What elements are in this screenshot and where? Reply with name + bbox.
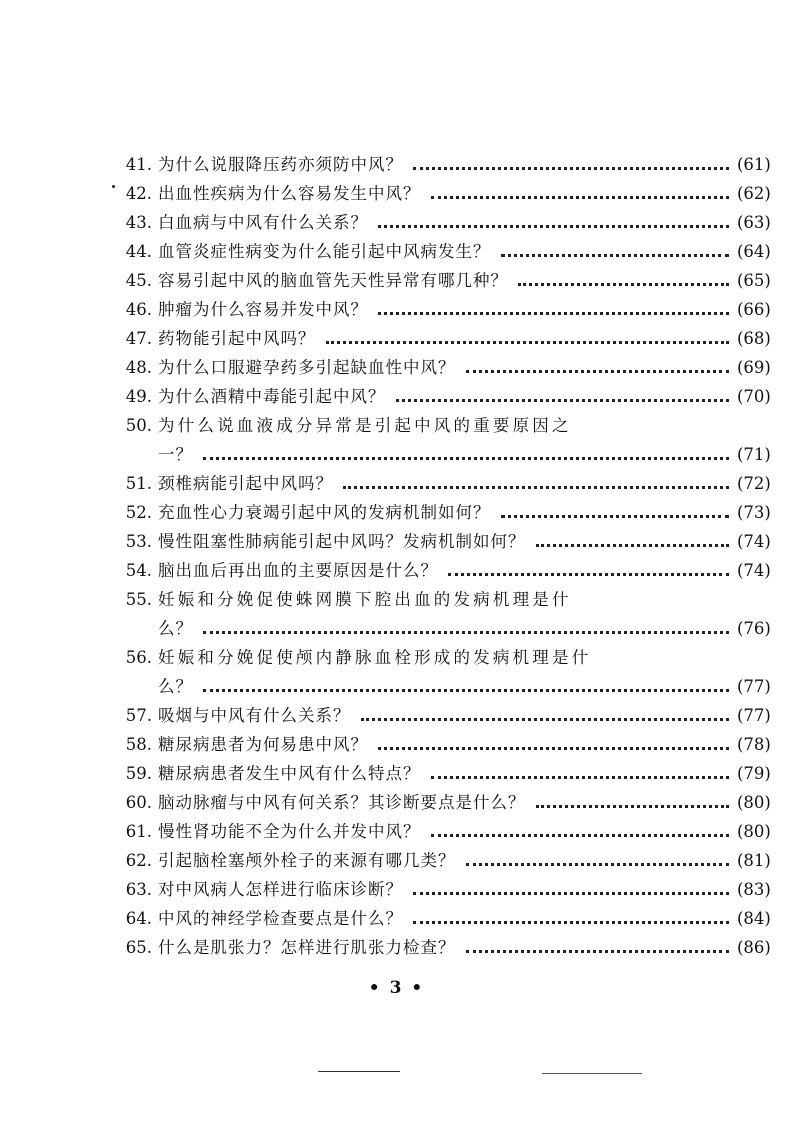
toc-entry [0,701,793,730]
entry-title: 为什么口服避孕药多引起缺血性中风？ [158,358,456,377]
entry-page: (64) [737,242,771,261]
dot-leader [378,747,729,750]
dot-leader [396,399,730,402]
entry-page: (73) [737,503,771,522]
entry-number: 60. [125,793,152,812]
entry-page: (77) [737,677,771,696]
entry-title: 药物能引起中风吗？ [158,329,316,348]
entry-title: 糖尿病患者发生中风有什么特点？ [158,764,421,783]
toc-entry-line [0,266,793,295]
entry-number: 65. [125,938,152,957]
toc-entry-line [0,846,793,875]
entry-title: 白血病与中风有什么关系？ [158,213,368,232]
dot-leader [378,312,729,315]
toc-entry [0,788,793,817]
entry-page: (68) [737,329,771,348]
toc-entry [0,324,793,353]
entry-page: (69) [737,358,771,377]
entry-page: (76) [737,619,771,638]
entry-number: 64. [125,909,152,928]
entry-page: (86) [737,938,771,957]
entry-title-continued: 么？ [158,619,193,638]
toc-entry-line [0,817,793,846]
entry-title: 颈椎病能引起中风吗？ [158,474,333,493]
entry-number: 58. [125,735,152,754]
dot-leader [466,950,730,953]
entry-number: 42. [125,184,152,203]
entry-title: 脑出血后再出血的主要原因是什么？ [158,561,438,580]
scan-rule-right [542,1073,642,1074]
toc-entry-line [0,440,793,469]
scan-rule-left [318,1071,400,1072]
toc-entry [0,208,793,237]
toc-entry [0,411,793,469]
toc-entry-line [0,643,793,672]
page-number: • 3 • [368,978,425,998]
dot-leader [413,921,729,924]
toc-entry [0,933,793,962]
toc-entry-line [0,498,793,527]
entry-page: (71) [737,445,771,464]
toc-entry-line [0,208,793,237]
dot-leader [501,515,730,518]
toc-entry-line [0,556,793,585]
entry-number: 50. [125,416,152,435]
entry-title: 慢性阻塞性肺病能引起中风吗？发病机制如何？ [158,532,526,551]
toc-entry [0,353,793,382]
toc-entry-line [0,469,793,498]
dot-leader [448,573,729,576]
toc-entry-line [0,730,793,759]
entry-title: 妊娠和分娩促使蛛网膜下腔出血的发病机理是什 [158,590,572,609]
entry-title: 容易引起中风的脑血管先天性异常有哪几种？ [158,271,508,290]
toc-entry [0,643,793,701]
entry-number: 48. [125,358,152,377]
toc-entry [0,150,793,179]
entry-number: 54. [125,561,152,580]
entry-title: 妊娠和分娩促使颅内静脉血栓形成的发病机理是什 [158,648,592,667]
toc-entry-line [0,614,793,643]
dot-leader [203,689,729,692]
toc-entry [0,817,793,846]
entry-number: 47. [125,329,152,348]
toc-entry-line [0,353,793,382]
entry-title: 血管炎症性病变为什么能引起中风病发生？ [158,242,491,261]
entry-title: 脑动脉瘤与中风有何关系？其诊断要点是什么？ [158,793,526,812]
entry-title: 什么是肌张力？怎样进行肌张力检查？ [158,938,456,957]
toc-entry [0,295,793,324]
entry-number: 41. [125,155,152,174]
dot-leader [431,776,730,779]
toc-entry-line [0,875,793,904]
entry-page: (80) [737,822,771,841]
entry-page: (79) [737,764,771,783]
entry-page: (70) [737,387,771,406]
entry-number: 57. [125,706,152,725]
toc-entry-line [0,324,793,353]
entry-page: (81) [737,851,771,870]
toc-entry [0,382,793,411]
toc-entry-line [0,904,793,933]
dot-leader [203,457,729,460]
toc-entry [0,266,793,295]
dot-leader [326,341,730,344]
toc-entry-line [0,179,793,208]
dot-leader [203,631,729,634]
entry-title: 为什么酒精中毒能引起中风？ [158,387,386,406]
toc-entry-line [0,237,793,266]
entry-number: 53. [125,532,152,551]
dot-leader [413,892,729,895]
entry-number: 45. [125,271,152,290]
entry-number: 44. [125,242,152,261]
entry-number: 55. [125,590,152,609]
toc-entry-line [0,672,793,701]
entry-number: 51. [125,474,152,493]
dot-leader [378,225,729,228]
toc-entry [0,498,793,527]
dot-leader [518,283,729,286]
toc-entry-line [0,295,793,324]
toc-entry [0,556,793,585]
dot-leader [413,167,729,170]
toc-entry-line [0,759,793,788]
toc-entry [0,846,793,875]
entry-title: 充血性心力衰竭引起中风的发病机制如何？ [158,503,491,522]
entry-title: 引起脑栓塞颅外栓子的来源有哪几类？ [158,851,456,870]
toc-entry [0,875,793,904]
entry-number: 59. [125,764,152,783]
dot-leader [431,196,730,199]
toc-entry-line [0,527,793,556]
entry-number: 43. [125,213,152,232]
entry-page: (74) [737,532,771,551]
entry-number: 61. [125,822,152,841]
entry-number: 49. [125,387,152,406]
toc-entry [0,904,793,933]
entry-title-continued: 一？ [158,445,193,464]
dot-leader [361,718,730,721]
toc-entry-line [0,585,793,614]
entry-page: (72) [737,474,771,493]
toc-entry-line [0,382,793,411]
entry-page: (66) [737,300,771,319]
entry-page: (83) [737,880,771,899]
entry-title: 中风的神经学检查要点是什么？ [158,909,403,928]
entry-page: (65) [737,271,771,290]
table-of-contents [0,150,793,962]
entry-number: 46. [125,300,152,319]
entry-page: (61) [737,155,771,174]
toc-entry-line [0,701,793,730]
toc-entry-line [0,933,793,962]
entry-title: 吸烟与中风有什么关系？ [158,706,351,725]
entry-title: 慢性肾功能不全为什么并发中风？ [158,822,421,841]
entry-page: (74) [737,561,771,580]
dot-leader [431,834,730,837]
entry-title: 出血性疾病为什么容易发生中风？ [158,184,421,203]
toc-entry [0,730,793,759]
entry-number: 63. [125,880,152,899]
entry-number: 52. [125,503,152,522]
dot-leader [343,486,729,489]
dot-leader [466,370,730,373]
toc-entry-line [0,150,793,179]
toc-entry [0,469,793,498]
entry-title: 糖尿病患者为何易患中风？ [158,735,368,754]
entry-title: 肿瘤为什么容易并发中风？ [158,300,368,319]
toc-entry [0,237,793,266]
dot-leader [536,544,730,547]
entry-page: (78) [737,735,771,754]
entry-page: (84) [737,909,771,928]
entry-page: (63) [737,213,771,232]
toc-entry [0,759,793,788]
entry-title: 为什么说服降压药亦须防中风？ [158,155,403,174]
entry-title: 对中风病人怎样进行临床诊断？ [158,880,403,899]
entry-title: 为什么说血液成分异常是引起中风的重要原因之 [158,416,572,435]
entry-page: (62) [737,184,771,203]
entry-page: (80) [737,793,771,812]
toc-entry-line [0,788,793,817]
toc-entry [0,527,793,556]
toc-entry [0,179,793,208]
entry-number: 62. [125,851,152,870]
entry-number: 56. [125,648,152,667]
entry-page: (77) [737,706,771,725]
toc-entry-line [0,411,793,440]
dot-leader [466,863,730,866]
entry-title-continued: 么？ [158,677,193,696]
dot-leader [501,254,730,257]
dot-leader [536,805,730,808]
toc-entry [0,585,793,643]
